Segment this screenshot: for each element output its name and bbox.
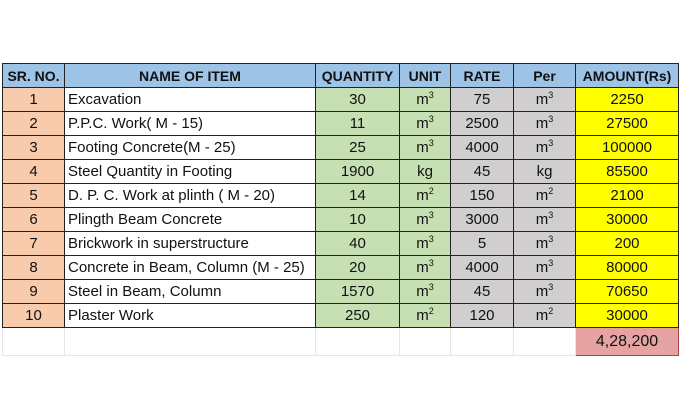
per-base-text: m [535,115,549,132]
sr-cell[interactable]: 7 [3,232,65,256]
sr-cell[interactable]: 8 [3,256,65,280]
amount-cell[interactable]: 85500 [576,160,679,184]
unit-exponent-text: 3 [428,234,434,244]
table-row [3,88,679,112]
per-exponent-text: 2 [548,186,554,196]
amount-cell[interactable]: 2100 [576,184,679,208]
unit-base-text: m [416,211,429,228]
quantity-cell[interactable]: 14 [316,184,400,208]
blank-cell[interactable] [400,328,451,356]
blank-cell[interactable] [514,328,576,356]
table-row [3,184,679,208]
item-name-cell[interactable]: Brickwork in superstructure [65,232,316,256]
rate-cell[interactable]: 4000 [451,136,514,160]
item-name-cell[interactable]: Concrete in Beam, Column (M - 25) [65,256,316,280]
header-name-of-item[interactable]: NAME OF ITEM [65,64,316,88]
sr-cell[interactable]: 5 [3,184,65,208]
rate-cell[interactable]: 75 [451,88,514,112]
unit-base-text: m [416,307,429,324]
per-base-text: m [535,187,549,204]
unit-base-text: kg [417,163,433,180]
rate-cell[interactable]: 45 [451,280,514,304]
item-name-cell[interactable]: Steel in Beam, Column [65,280,316,304]
estimate-table [2,63,679,356]
unit-exponent-text: 2 [428,306,434,316]
per-exponent-text: 3 [548,90,554,100]
unit-base-text: m [416,115,429,132]
per-base-text: m [535,307,549,324]
table-row [3,112,679,136]
item-name-cell[interactable]: D. P. C. Work at plinth ( M - 20) [65,184,316,208]
unit-exponent-text: 3 [428,258,434,268]
blank-cell[interactable] [65,328,316,356]
unit-base-text: m [416,91,429,108]
per-base-text: m [535,259,549,276]
unit-base-text: m [416,187,429,204]
header-unit[interactable]: UNIT [400,64,451,88]
item-name-cell[interactable]: Footing Concrete(M - 25) [65,136,316,160]
unit-exponent-text: 3 [428,138,434,148]
unit-cell[interactable] [400,184,451,208]
sr-cell[interactable]: 9 [3,280,65,304]
unit-base-text: m [416,235,429,252]
per-base-text: m [535,139,549,156]
table-row [3,304,679,328]
unit-cell[interactable] [400,208,451,232]
per-exponent-text: 3 [548,210,554,220]
total-row [3,328,679,356]
amount-cell[interactable]: 200 [576,232,679,256]
quantity-cell[interactable]: 20 [316,256,400,280]
rate-cell[interactable]: 45 [451,160,514,184]
unit-exponent-text: 3 [428,210,434,220]
quantity-cell[interactable]: 11 [316,112,400,136]
sr-cell[interactable]: 2 [3,112,65,136]
unit-cell[interactable] [400,88,451,112]
unit-cell[interactable] [400,256,451,280]
amount-cell[interactable]: 70650 [576,280,679,304]
per-base-text: kg [536,163,553,180]
unit-cell[interactable] [400,112,451,136]
table-row [3,208,679,232]
unit-cell[interactable] [400,232,451,256]
per-exponent-text: 3 [548,282,554,292]
unit-cell[interactable] [400,304,451,328]
amount-cell[interactable]: 80000 [576,256,679,280]
per-cell[interactable] [514,88,576,112]
rate-cell[interactable]: 4000 [451,256,514,280]
table-row [3,232,679,256]
unit-base-text: m [416,259,429,276]
per-exponent-text: 3 [548,258,554,268]
total-amount-cell[interactable]: 4,28,200 [576,328,679,356]
per-cell[interactable] [514,280,576,304]
amount-cell[interactable]: 30000 [576,304,679,328]
sr-cell[interactable]: 1 [3,88,65,112]
per-base-text: m [535,283,549,300]
item-name-cell[interactable]: Plaster Work [65,304,316,328]
estimate-sheet [2,63,678,356]
item-name-cell[interactable]: Plingth Beam Concrete [65,208,316,232]
per-exponent-text: 2 [548,306,554,316]
per-cell[interactable] [514,232,576,256]
blank-cell[interactable] [316,328,400,356]
unit-exponent-text: 3 [428,90,434,100]
per-exponent-text: 3 [548,138,554,148]
per-cell[interactable] [514,256,576,280]
per-exponent-text: 3 [548,114,554,124]
quantity-cell[interactable]: 40 [316,232,400,256]
header-row [3,64,679,88]
header-amount[interactable]: AMOUNT(Rs) [576,64,679,88]
sr-cell[interactable]: 10 [3,304,65,328]
amount-cell[interactable]: 100000 [576,136,679,160]
header-quantity[interactable]: QUANTITY [316,64,400,88]
unit-cell[interactable] [400,280,451,304]
per-cell[interactable] [514,136,576,160]
per-base-text: m [535,211,549,228]
blank-cell[interactable] [451,328,514,356]
unit-exponent-text: 3 [428,282,434,292]
header-per[interactable]: Per [514,64,576,88]
blank-cell[interactable] [3,328,65,356]
rate-cell[interactable]: 150 [451,184,514,208]
per-base-text: m [535,91,549,108]
quantity-cell[interactable]: 1570 [316,280,400,304]
per-cell[interactable] [514,208,576,232]
rate-cell[interactable]: 2500 [451,112,514,136]
amount-cell[interactable]: 27500 [576,112,679,136]
amount-cell[interactable]: 2250 [576,88,679,112]
unit-base-text: m [416,283,429,300]
per-cell[interactable] [514,112,576,136]
quantity-cell[interactable]: 1900 [316,160,400,184]
per-exponent-text: 3 [548,234,554,244]
table-row [3,256,679,280]
unit-cell[interactable] [400,160,451,184]
unit-exponent-text: 3 [428,114,434,124]
item-name-cell[interactable]: Steel Quantity in Footing [65,160,316,184]
per-base-text: m [535,235,549,252]
header-sr-no[interactable]: SR. NO. [3,64,65,88]
quantity-cell[interactable]: 30 [316,88,400,112]
item-name-cell[interactable]: P.P.C. Work( M - 15) [65,112,316,136]
unit-exponent-text: 2 [428,186,434,196]
unit-cell[interactable] [400,136,451,160]
table-row [3,136,679,160]
sr-cell[interactable]: 4 [3,160,65,184]
sr-cell[interactable]: 3 [3,136,65,160]
table-row [3,160,679,184]
unit-base-text: m [416,139,429,156]
rate-cell[interactable]: 120 [451,304,514,328]
sr-cell[interactable]: 6 [3,208,65,232]
per-cell[interactable] [514,184,576,208]
per-cell[interactable] [514,304,576,328]
quantity-cell[interactable]: 10 [316,208,400,232]
item-name-cell[interactable]: Excavation [65,88,316,112]
per-cell[interactable] [514,160,576,184]
table-row [3,280,679,304]
quantity-cell[interactable]: 25 [316,136,400,160]
rate-cell[interactable]: 5 [451,232,514,256]
quantity-cell[interactable]: 250 [316,304,400,328]
header-rate[interactable]: RATE [451,64,514,88]
rate-cell[interactable]: 3000 [451,208,514,232]
amount-cell[interactable]: 30000 [576,208,679,232]
